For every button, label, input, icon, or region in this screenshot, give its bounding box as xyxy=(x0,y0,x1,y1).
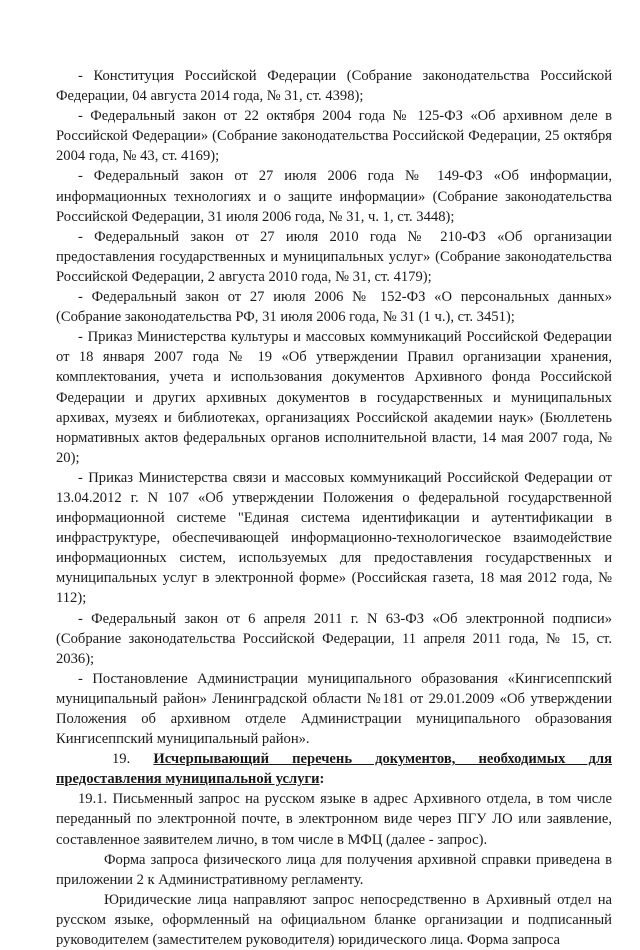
paragraph-physical-person-form: Форма запроса физического лица для получения архивной справки приведена в приложении 2 к Административному регламенту. xyxy=(56,851,612,888)
paragraph-law-152: - Федеральный закон от 27 июля 2006 № 152-ФЗ «О персональных данных» (Собрание законодательства РФ, 31 июля 2006 года, № 31 (1 ч.), ст. 3451); xyxy=(56,289,612,326)
section-19-heading xyxy=(56,749,612,789)
paragraph-order-107: - Приказ Министерства связи и массовых коммуникаций Российской Федерации от 13.04.2012 г. N 107 «Об утверждении Положения о федеральной государственной информационной системе "Единая система идентификации и аутентификации в инфраструктуре, обеспечивающей информационно-технологическое взаимодействие информационных систем, используемых для предоставления государственных и муниципальных услуг в электронной форме» (Российская газета, 18 мая 2012 года, № 112); xyxy=(56,469,612,607)
paragraph-law-63: - Федеральный закон от 6 апреля 2011 г. N 63-ФЗ «Об электронной подписи» (Собрание законодательства Российской Федерации, 11 апреля 2011 года, № 15, ст. 2036); xyxy=(56,610,612,667)
document-page xyxy=(56,66,612,950)
paragraph-19-1: 19.1. Письменный запрос на русском языке в адрес Архивного отдела, в том числе переданный по электронной почте, в электронном виде через ПГУ ЛО или заявление, составленное заявителем лично, в том числе в МФЦ (далее - запрос). xyxy=(56,791,612,848)
paragraph-constitution: - Конституция Российской Федерации (Собрание законодательства Российской Федерации, 04 августа 2014 года, № 31, ст. 4398); xyxy=(56,68,612,105)
paragraph-law-125: - Федеральный закон от 22 октября 2004 года № 125-ФЗ «Об архивном деле в Российской Федерации» (Собрание законодательства Российской Федерации, 25 октября 2004 года, № 43, ст. 4169); xyxy=(56,108,612,165)
paragraph-law-149: - Федеральный закон от 27 июля 2006 года № 149-ФЗ «Об информации, информационных технологиях и о защите информации» (Собрание законодательства Российской Федерации, 31 июля 2006 года, № 31, ч. 1, ст. 3448); xyxy=(56,168,612,225)
paragraph-law-210: - Федеральный закон от 27 июля 2010 года № 210-ФЗ «Об организации предоставления государственных и муниципальных услуг» (Собрание законодательства Российской Федерации, 2 августа 2010 года, № 31, ст. 4179); xyxy=(56,228,612,285)
paragraph-order-19: - Приказ Министерства культуры и массовых коммуникаций Российской Федерации от 18 января 2007 года № 19 «Об утверждении Правил организации хранения, комплектования, учета и использования документов Архивного фонда Российской Федерации и других архивных документов в государственных и муниципальных архивах, музеях и библиотеках, организациях Российской академии наук» (Бюллетень нормативных актов федеральных органов исполнительной власти, 14 мая 2007 года, № 20); xyxy=(56,329,612,466)
section-19-number: 19. xyxy=(112,751,131,768)
paragraph-resolution-181: - Постановление Администрации муниципального образования «Кингисеппский муниципальный район» Ленинградской области №181 от 29.01.2009 «Об утверждении Положения об архивном отделе Администрации муниципального образования Кингисеппский муниципальный район». xyxy=(56,670,612,748)
paragraph-legal-entities: Юридические лица направляют запрос непосредственно в Архивный отдел на русском языке, оформленный на официальном бланке организации и подписанный руководителем (заместителем руководителя) юридического лица. Форма запроса xyxy=(56,891,612,949)
section-19-colon: : xyxy=(319,771,325,788)
section-19-title: Исчерпывающий перечень документов, необходимых для предоставления муниципальной услуги xyxy=(56,751,613,788)
